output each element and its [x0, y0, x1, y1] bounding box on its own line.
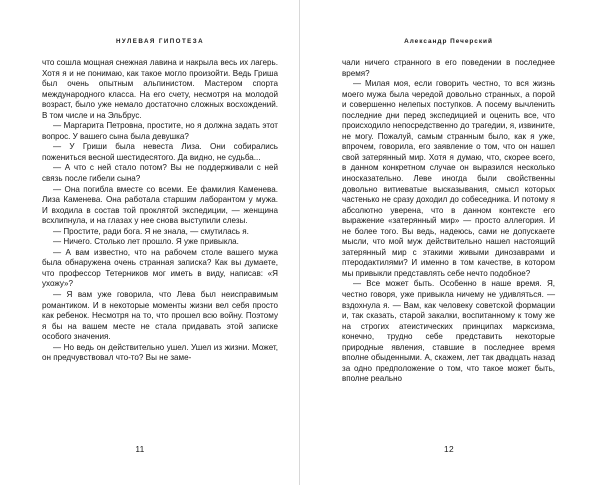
left-page-body: [42, 45, 278, 364]
paragraph: — А вам известно, что на рабочем столе вашего мужа была обнаружена очень странная записка? Как вы думаете, что профессор Тетерников мог иметь в виду, написав: «Я ухожу»?: [42, 247, 278, 289]
page-number-left: 11: [135, 444, 145, 454]
paragraph: — Маргарита Петровна, простите, но я должна задать этот вопрос. У вашего сына была девушка?: [42, 121, 278, 141]
paragraph: — Все может быть. Особенно в наше время. Я, честно говоря, уже привыкла ничему не удивляться. — вздохнула я. — Вам, как человеку советской формации и, так сказать, старой закалки, воспитанному к тому же на строгих атеистических принципах марксизма, конечно, трудно себе представить некоторые природные явления, ставшие в последнее время вполне обыденными. А, скажем, лет так двадцать назад за одно предположение о том, что такое может быть, вполне реально: [342, 279, 555, 384]
paragraph: — А что с ней стало потом? Вы не поддерживали с ней связь после гибели сына?: [42, 163, 278, 184]
paragraph: что сошла мощная снежная лавина и накрыла весь их лагерь. Хотя я и не понимаю, как такое могло произойти. Ведь Гриша был очень опытным альпинистом. Мастером спорта международного класса. На его счету, несмотря на молодой возраст, было уже немало достаточно сложных восхождений. В том числе и на Эльбрус.: [42, 58, 278, 120]
right-page: [300, 0, 600, 485]
paragraph: — Но ведь он действительно ушел. Ушел из жизни. Может, он предчувствовал что-то? Вы не заме-: [42, 342, 278, 363]
running-head-right: Александр Печерский: [404, 38, 493, 45]
paragraph: — Я вам уже говорила, что Лева был неисправимым романтиком. И в некоторые моменты жизни вел себя просто как ребенок. Несмотря на то, что прошел всю войну. Поэтому я бы на вашем месте не стала придавать этой записке особого значения.: [42, 290, 278, 342]
page-number-right: 12: [444, 444, 454, 454]
running-head-left: НУЛЕВАЯ ГИПОТЕЗА: [115, 38, 204, 45]
paragraph: чали ничего странного в его поведении в последнее время?: [342, 58, 555, 78]
right-page-body: [342, 45, 555, 385]
paragraph: — Простите, ради бога. Я не знала, — смутилась я.: [53, 226, 249, 236]
paragraph: — У Гриши была невеста Лиза. Они собирались пожениться весной шестидесятого. Да видно, не судьба...: [42, 142, 278, 162]
paragraph: — Милая моя, если говорить честно, то вся жизнь моего мужа была чередой довольно странных, а порой и совершенно нелепых поступков. А посему вычленить последние дни перед экспедицией и оценить все, что происходило непосредственно до трагедии, я, извините, не могу. Пожалуй, самым странным было, как я уже, впрочем, говорила, его заявление о том, что он нашел свой затерянный мир. Хотя я думаю, что, скорее всего, в данном конкретном случае он выразился несколько иносказательно. Леве иногда были свойственны довольно витиеватые высказывания, смысл которых частенько не сразу доходил до собеседника. И потому я абсолютно уверена, что в данном контексте его выражение «затерянный мир» — просто аллегория. И не более того. Вы ведь, надеюсь, сами не допускаете мысли, что мой муж действительно нашел настоящий затерянный мир с этакими живыми динозаврами и птеродактилями? И именно в том качестве, в котором мы привыкли представлять себе нечто подобное?: [342, 79, 555, 278]
paragraph: — Ничего. Столько лет прошло. Я уже привыкла.: [53, 237, 239, 247]
paragraph: — Она погибла вместе со всеми. Ее фамилия Каменева. Лиза Каменева. Она работала старшим лаборантом у мужа. И входила в состав той проклятой экспедиции, — женщина всхлипнула, и на глазах у нее снова выступили слезы.: [42, 184, 278, 226]
